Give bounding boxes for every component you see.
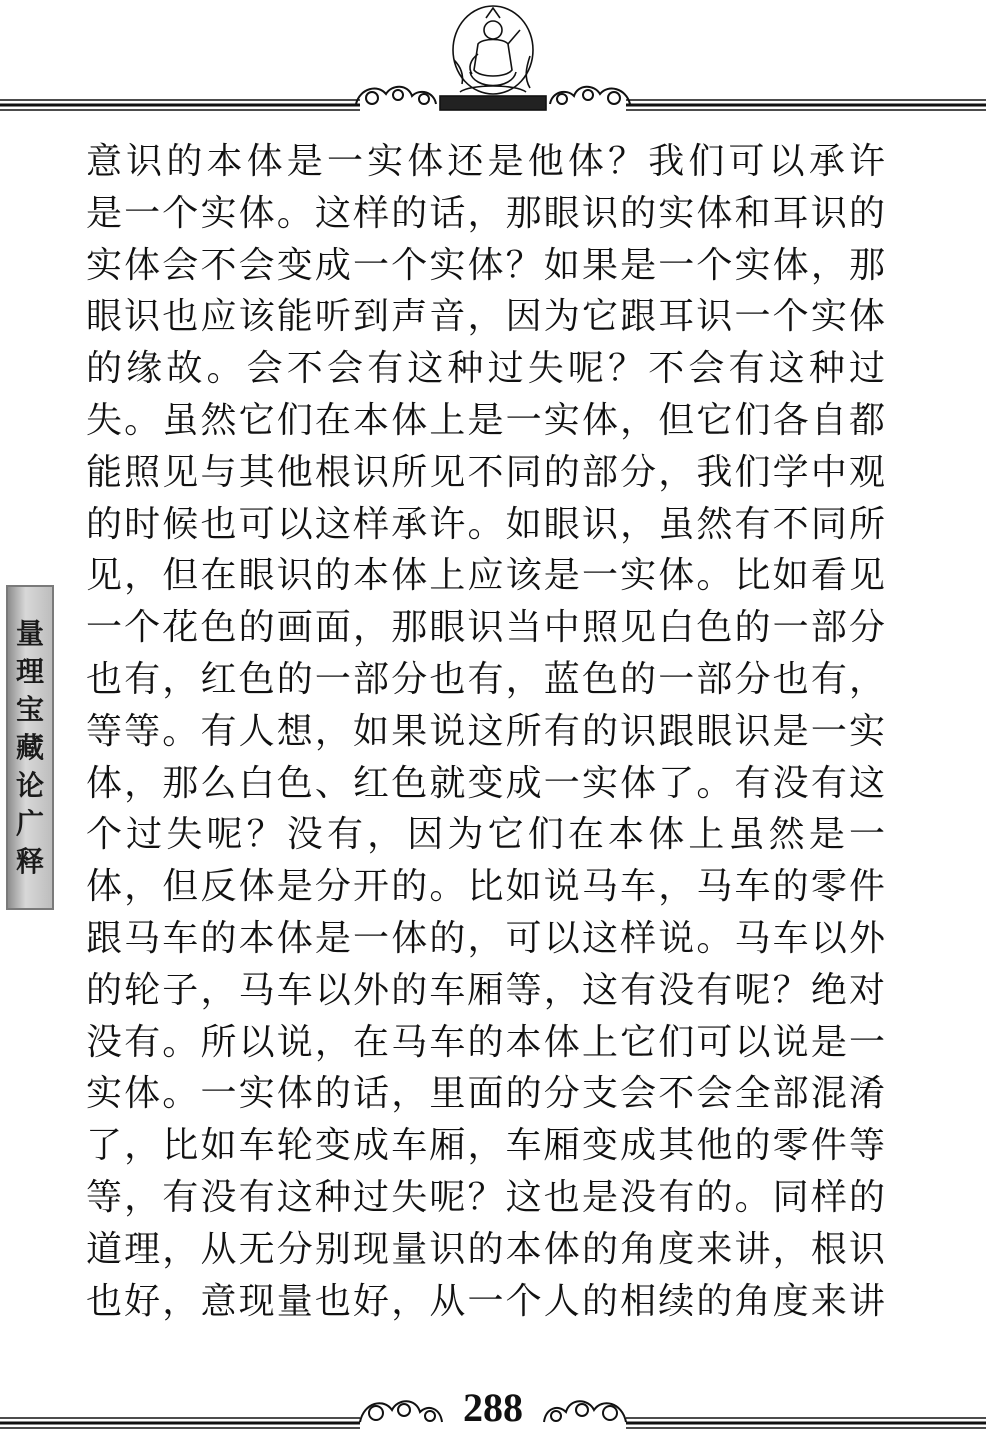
page-number: 288 <box>463 1385 523 1430</box>
body-line: 个过失呢？没有，因为它们在本体上虽然是一 <box>86 814 886 856</box>
side-tab-char: 论 <box>15 768 44 802</box>
body-line: 也有，红色的一部分也有，蓝色的一部分也有， <box>86 658 886 700</box>
body-line: 道理，从无分别现量识的本体的角度来讲，根识 <box>86 1228 886 1270</box>
cloud-scroll-left-icon <box>360 1401 442 1422</box>
body-text <box>86 136 886 1327</box>
body-line: 的轮子，马车以外的车厢等，这有没有呢？绝对 <box>86 969 886 1011</box>
book-title-side-tab <box>6 585 54 910</box>
body-line: 也好，意现量也好，从一个人的相续的角度来讲 <box>86 1280 886 1322</box>
side-tab-char: 量 <box>15 616 44 650</box>
body-line: 一个花色的画面，那眼识当中照见白色的一部分 <box>86 607 886 649</box>
seated-deity-emblem-icon <box>440 6 546 110</box>
body-line: 是一个实体。这样的话，那眼识的实体和耳识的 <box>86 192 886 234</box>
body-line: 的缘故。会不会有这种过失呢？不会有这种过 <box>86 348 886 390</box>
side-tab-char: 藏 <box>15 730 44 764</box>
side-tab-char: 广 <box>15 806 44 840</box>
header-rule-right <box>626 100 986 110</box>
body-line: 见，但在眼识的本体上应该是一实体。比如看见 <box>86 555 886 597</box>
footer-rule-right <box>626 1418 986 1428</box>
body-line: 体，那么白色、红色就变成一实体了。有没有这 <box>86 762 886 804</box>
body-line: 没有。所以说，在马车的本体上它们可以说是一 <box>86 1021 886 1063</box>
body-line: 等等。有人想，如果说这所有的识跟眼识是一实 <box>86 710 886 752</box>
body-line: 眼识也应该能听到声音，因为它跟耳识一个实体 <box>86 296 886 338</box>
body-line: 的时候也可以这样承许。如眼识，虽然有不同所 <box>86 503 886 545</box>
body-line: 跟马车的本体是一体的，可以这样说。马车以外 <box>86 917 886 959</box>
body-line: 失。虽然它们在本体上是一实体，但它们各自都 <box>86 399 886 441</box>
body-line: 了，比如车轮变成车厢，车厢变成其他的零件等 <box>86 1125 886 1167</box>
page-header <box>0 0 986 125</box>
cloud-scroll-right-icon <box>550 87 630 104</box>
body-line: 等，有没有这种过失呢？这也是没有的。同样的 <box>86 1176 886 1218</box>
side-tab-char: 释 <box>15 844 44 878</box>
footer-rule-left <box>0 1418 360 1428</box>
side-tab-char: 理 <box>15 654 44 688</box>
body-line: 体，但反体是分开的。比如说马车，马车的零件 <box>86 866 886 908</box>
side-tab-char: 宝 <box>15 692 44 726</box>
cloud-scroll-right-icon <box>544 1401 626 1422</box>
body-line: 实体会不会变成一个实体？如果是一个实体，那 <box>86 244 886 286</box>
body-line: 实体。一实体的话，里面的分支会不会全部混淆 <box>86 1073 886 1115</box>
cloud-scroll-left-icon <box>356 87 436 104</box>
header-ornament <box>0 0 986 125</box>
body-line: 能照见与其他根识所见不同的部分，我们学中观 <box>86 451 886 493</box>
page-footer <box>0 1380 986 1443</box>
body-line: 意识的本体是一实体还是他体？我们可以承许 <box>86 141 886 182</box>
header-rule-left <box>0 100 360 110</box>
